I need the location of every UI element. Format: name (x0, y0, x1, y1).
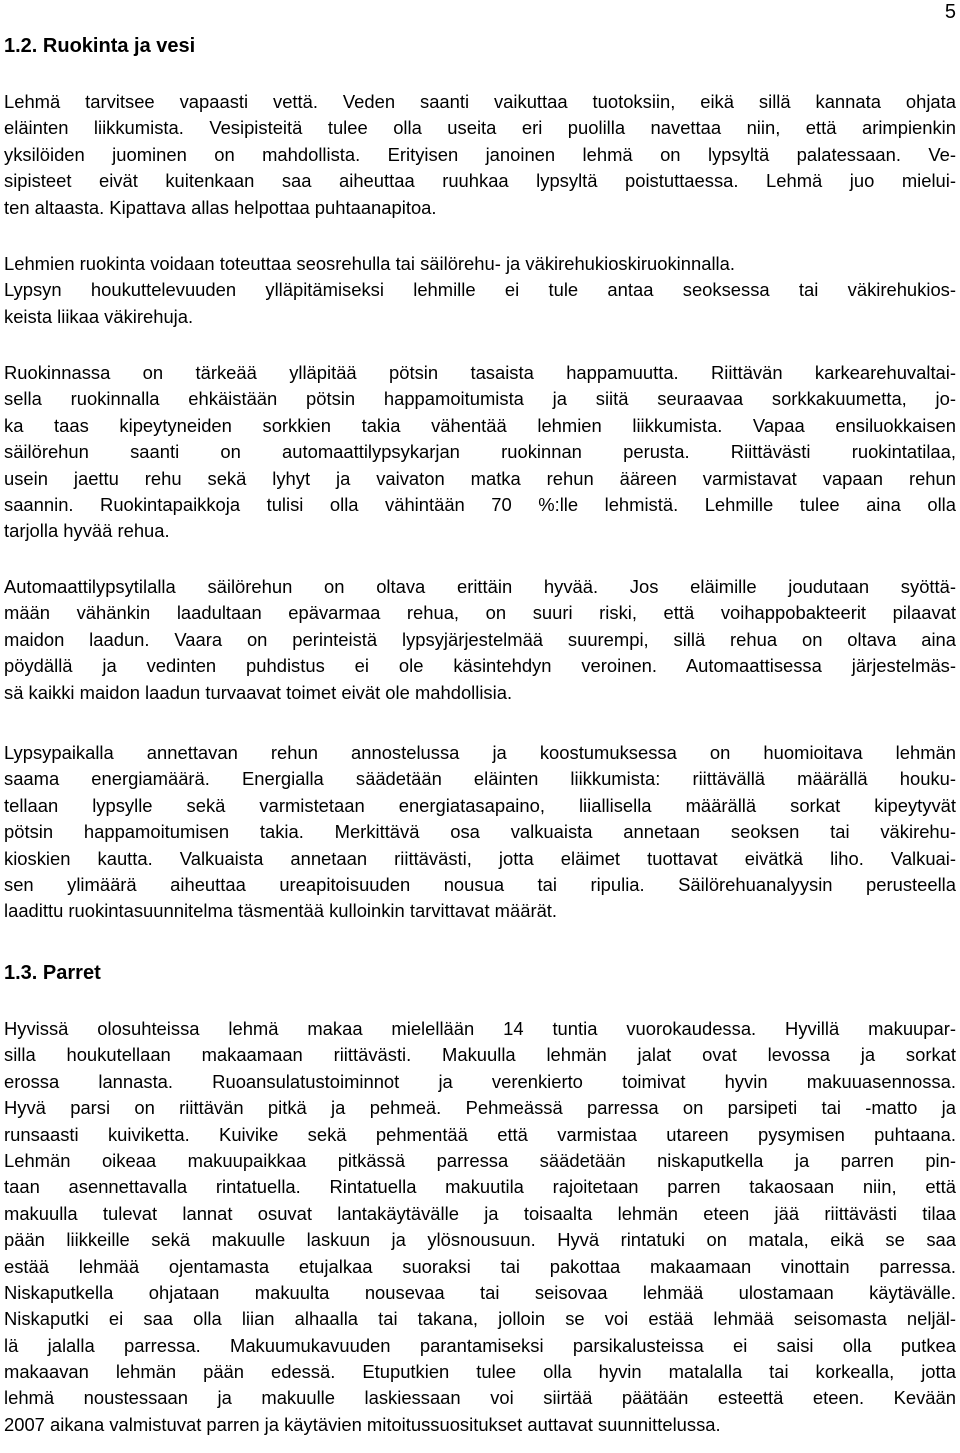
text-line: pöydällä ja vedinten puhdistus ei ole käsintehdyn veroinen. Automaattisessa järjestelmäs- (4, 655, 956, 677)
text-line: säilörehun saanti on automaattilypsykarjan ruokinnan perusta. Riittävästi ruokintatilaa, (4, 441, 956, 463)
text-line: ten altaasta. Kipattava allas helpottaa puhtaanapitoa. (4, 196, 437, 218)
text-line: runsaasti kuiviketta. Kuivike sekä pehmentää että varmistaa utareen pysymisen puhtaana. (4, 1123, 956, 1145)
text-line: laadittu ruokintasuunnitelma täsmentää kulloinkin tarvittavat määrät. (4, 900, 558, 922)
text-line: eläinten liikkumista. Vesipisteitä tulee olla useita eri puolilla navettaa niin, että arimpienkin (4, 117, 956, 139)
text-line: lä jalalla parressa. Makuumukavuuden parantamiseksi parsikalusteissa ei saisi olla putkea (4, 1334, 956, 1356)
text-line: keista liikaa väkirehuja. (4, 305, 194, 327)
text-line: Hyvissä olosuhteissa lehmä makaa mielellään 14 tuntia vuorokaudessa. Hyvillä makuupar- (4, 1018, 956, 1039)
text-line: kioskien kautta. Valkuaista annetaan riittävästi, jotta eläimet tuottavat eivätkä liho. Valkuai- (4, 847, 956, 869)
text-line: sä kaikki maidon laadun turvaavat toimet eivät ole mahdollisia. (4, 681, 513, 703)
text-line: saannin. Ruokintapaikkoja tulisi olla vähintään 70 %:lle lehmistä. Lehmille tulee aina olla (4, 493, 956, 515)
text-line: pötsin happamoitumisen takia. Merkittävä osa valkuaista annetaan seoksen tai väkirehu- (4, 821, 956, 843)
text-line: Lehmien ruokinta voidaan toteuttaa seosrehulla tai säilörehu- ja väkirehukioskiruokinnalla. (4, 253, 735, 274)
text-line: sella ruokinnalla ehkäistään pötsin happamoitumista ja siitä seuraavaa sorkkakuumetta, jo- (4, 388, 956, 410)
text-line: lehmä noustessaan ja makuulle laskiessaan voi siirtää päätään esteettä eteen. Kevään (4, 1387, 956, 1409)
section-heading-1-2: 1.2. Ruokinta ja vesi (4, 35, 196, 57)
text-line: ka taas kipeytyneiden sorkkien takia vähentää lehmien liikkumista. Vapaa ensiluokkaisen (4, 414, 956, 436)
text-line: Hyvä parsi on riittävän pitkä ja pehmeä. Pehmeässä parressa on parsipeti tai -matto ja (4, 1097, 956, 1119)
paragraph-rumen-acidity (4, 360, 956, 545)
text-line: 2007 aikana valmistuvat parren ja käytävien mitoitussuositukset auttavat suunnittelussa. (4, 1413, 721, 1435)
text-line: yksilöiden juominen on mahdollista. Erityisen janoinen lehmä on lypsyltä palatessaan. Ve- (4, 143, 956, 165)
text-line: Niskaputkella ohjataan makuulta nousevaa tai seisovaa lehmää ulostamaan käytävälle. (4, 1281, 956, 1303)
text-line: saama energiamäärä. Energialla säädetään eläinten liikkumista: riittävällä määrällä houku- (4, 768, 956, 790)
text-line: Automaattilypsytilalla säilörehun on oltava erittäin hyvää. Jos eläimille joudutaan syöttä- (4, 576, 956, 597)
paragraph-stalls (4, 1016, 956, 1438)
section-heading-1-3: 1.3. Parret (4, 962, 101, 984)
text-line: tarjolla hyvää rehua. (4, 520, 170, 542)
text-line: Lypsypaikalla annettavan rehun annostelussa ja koostumuksessa on huomioitava lehmän (4, 742, 956, 763)
text-line: mään vähänkin laadultaan epävarmaa rehua, on suuri riski, että voihappobakteerit pilaavat (4, 602, 956, 624)
text-line: silla houkutellaan makaamaan riittävästi. Makuulla lehmän jalat ovat levossa ja sorkat (4, 1044, 956, 1066)
text-line: pään liikkeille sekä makuulle laskuun ja ylösnousuun. Hyvä rintatuki on matala, eikä se saa (4, 1229, 956, 1251)
text-line: Lehmän oikeaa makuupaikkaa pitkässä parressa säädetään niskaputkella ja parren pin- (4, 1149, 956, 1171)
text-line: maidon laadun. Vaara on perinteistä lypsyjärjestelmää suurempi, sillä rehua on oltava aina (4, 628, 956, 650)
text-line: sen ylimäärä aiheuttaa ureapitoisuuden nousua tai ripulia. Säilörehuanalyysin perusteella (4, 873, 956, 895)
text-line: taan asennettavalla rintatuella. Rintatuella makuutila rajoitetaan parren takaosaan niin, että (4, 1176, 956, 1198)
text-line: erossa lannasta. Ruoansulatustoiminnot ja verenkierto toimivat hyvin makuuasennossa. (4, 1070, 956, 1092)
text-line: estää lehmää ojentamasta etujalkaa suoraksi tai pakottaa makaamaan vinottain parressa. (4, 1255, 956, 1277)
page-number: 5 (944, 1, 956, 23)
text-line: Ruokinnassa on tärkeää ylläpitää pötsin tasaista happamuutta. Riittävän karkearehuvaltai- (4, 362, 956, 383)
paragraph-milking-feed (4, 740, 956, 925)
text-line: tellaan lypsylle sekä varmistetaan energiatasapaino, liiallisella määrällä sorkat kipeytyvät (4, 794, 956, 816)
text-line: sipisteet eivät kuitenkaan saa aiheuttaa ruuhkaa lypsyltä poistuttaessa. Lehmä juo mielui- (4, 170, 956, 192)
text-line: Lehmä tarvitsee vapaasti vettä. Veden saanti vaikuttaa tuotoksiin, eikä sillä kannata ohjata (4, 91, 956, 112)
text-line: Lypsyn houkuttelevuuden ylläpitämiseksi lehmille ei tule antaa seoksessa tai väkirehukios- (4, 279, 956, 301)
paragraph-silage-quality (4, 574, 956, 706)
text-line: makuulla tulevat lannat osuvat lantakäytävälle ja toisaalta lehmän eteen jää riittävästi tilaa (4, 1202, 956, 1224)
text-line: Niskaputki ei saa olla liian alhaalla tai takana, jolloin se voi estää lehmää seisomasta neljäl- (4, 1308, 956, 1330)
text-line: usein jaettu rehu sekä lyhyt ja vaivaton matka rehun ääreen varmistavat vapaan rehun (4, 467, 956, 489)
paragraph-feeding-methods (4, 251, 956, 330)
paragraph-water (4, 89, 956, 221)
text-line: makaavan lehmän pään edessä. Etuputkien tulee olla hyvin matalalla tai korkealla, jotta (4, 1361, 956, 1383)
